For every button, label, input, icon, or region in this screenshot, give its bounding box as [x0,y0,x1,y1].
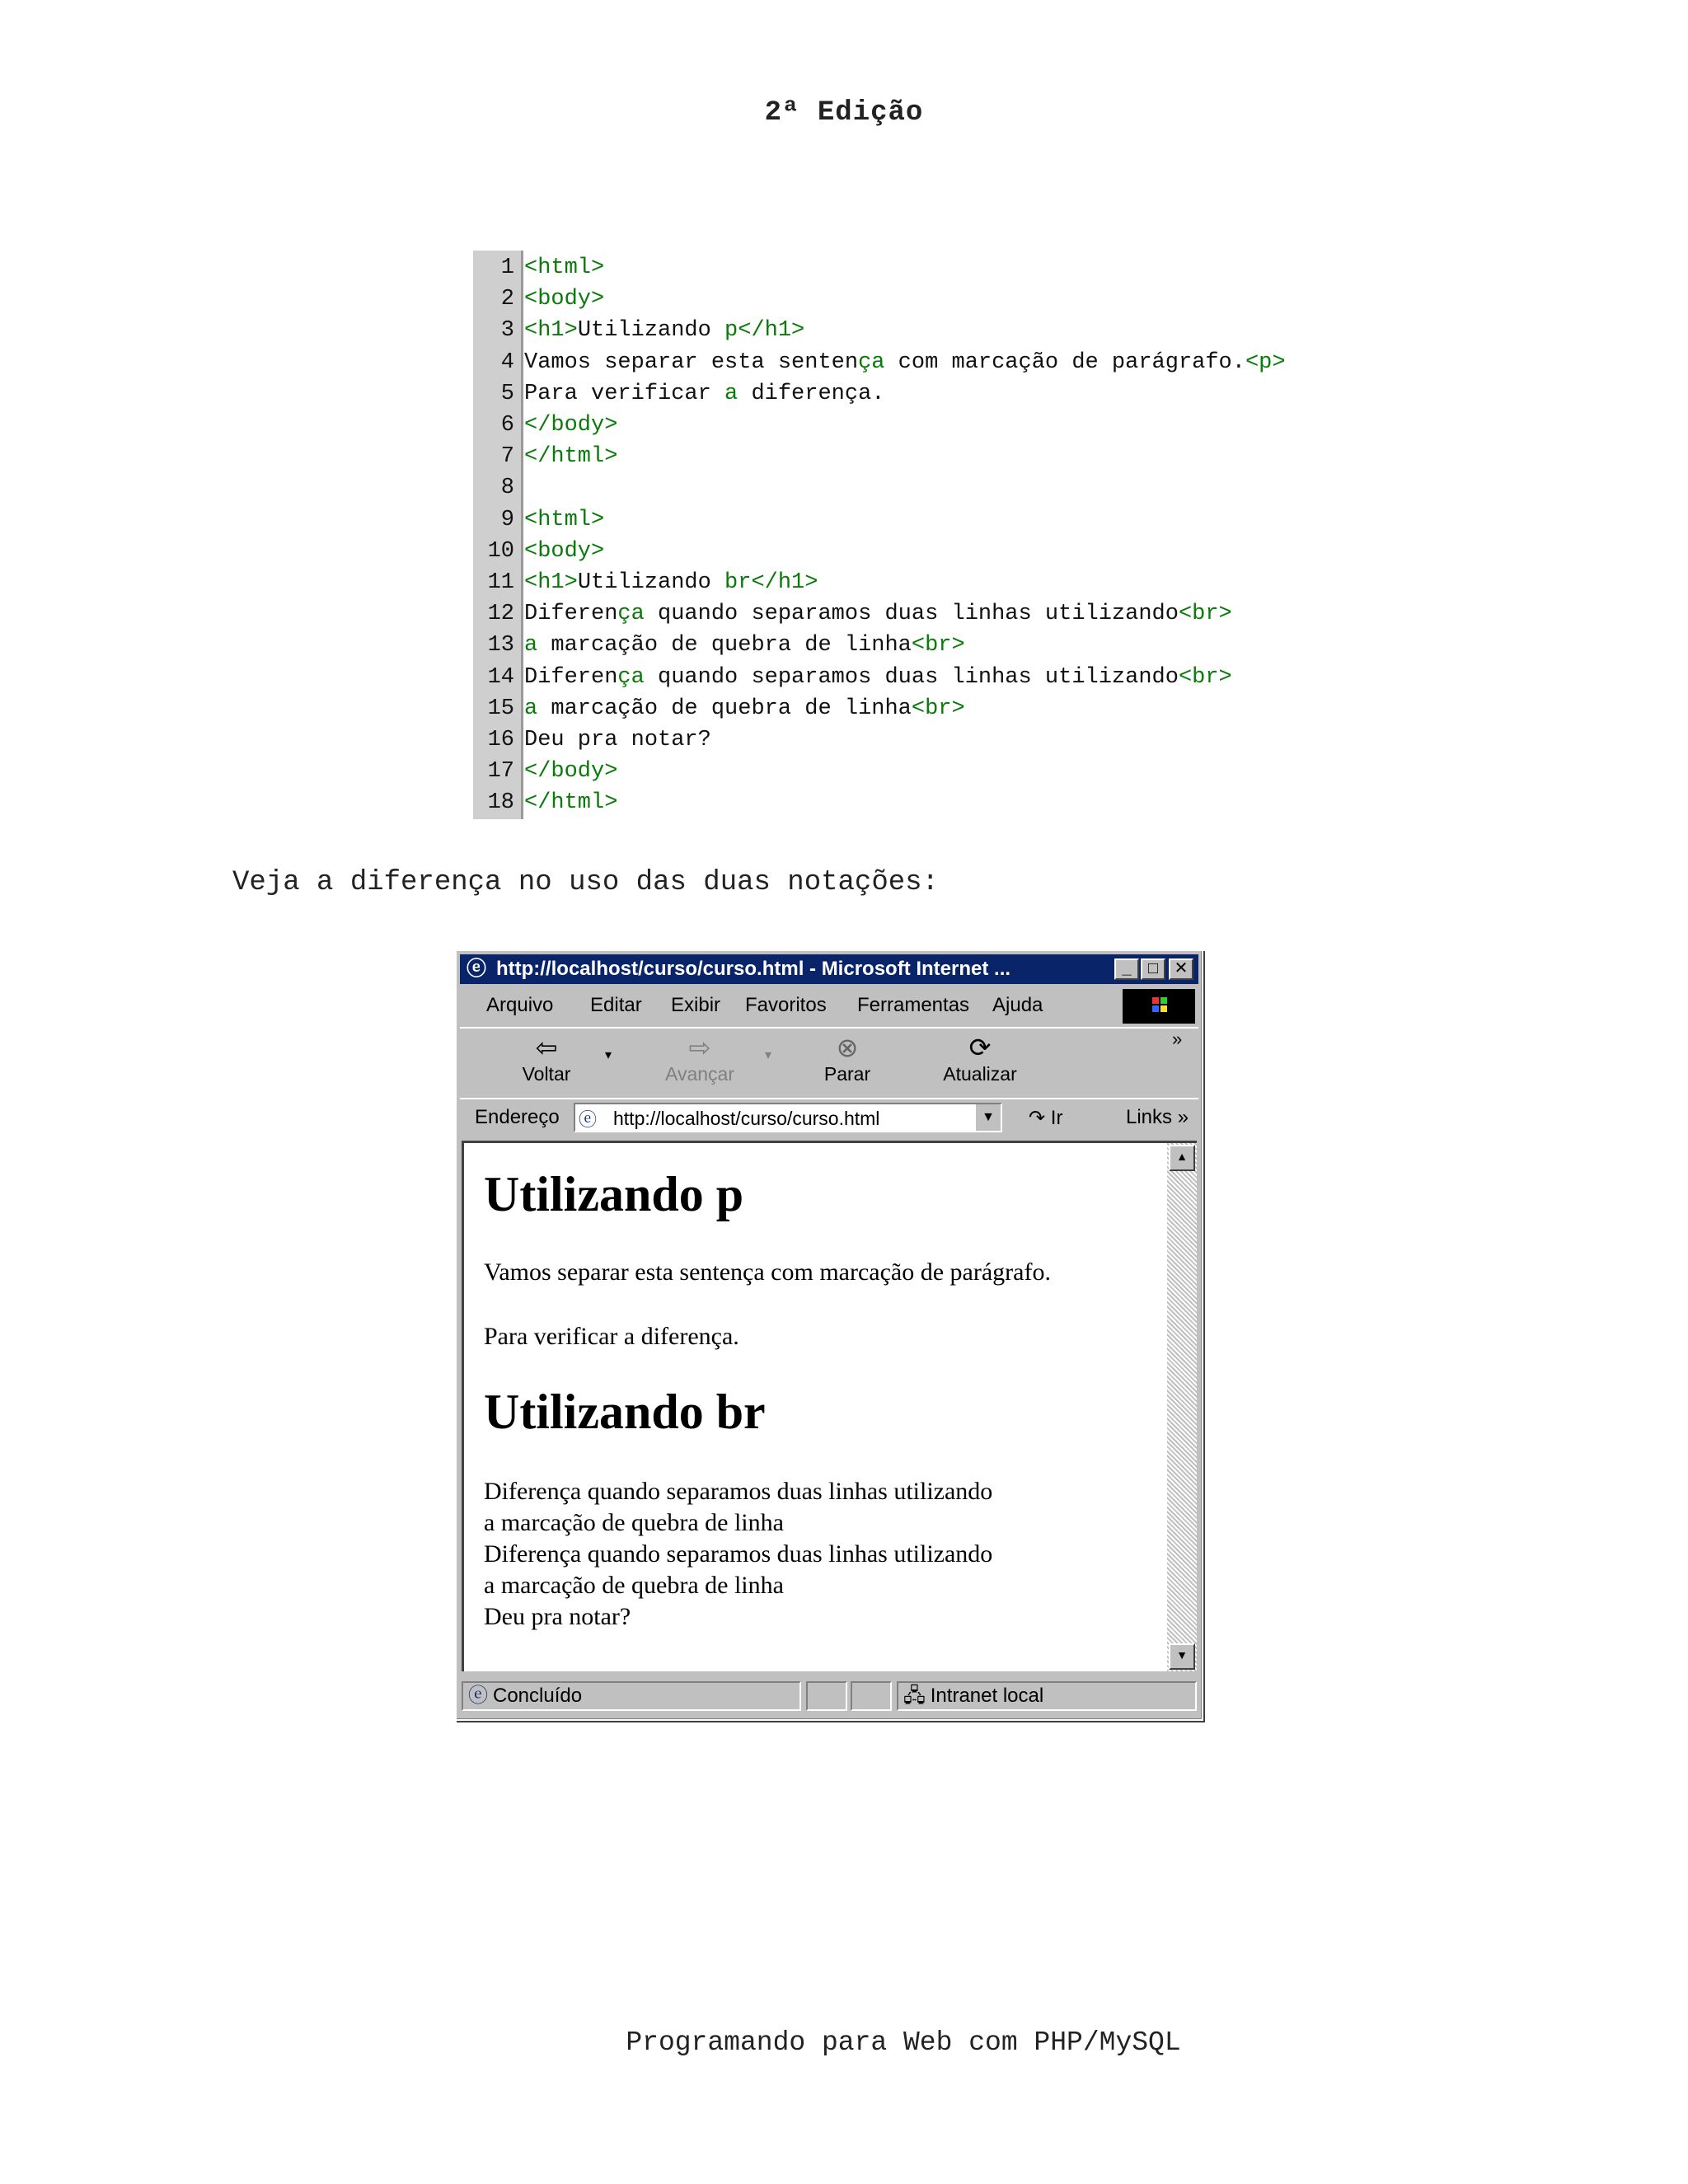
windows-logo [1123,989,1195,1024]
minimize-button[interactable]: _ [1114,958,1139,980]
line-number: 14 [487,664,514,690]
line-number: 17 [487,759,514,785]
forward-label: Avançar [665,1063,734,1085]
code-tag: <br> [1178,664,1232,690]
code-source [524,315,804,346]
code-line [473,472,1388,504]
status-ie-icon: ⓔ [468,1685,488,1707]
line-number: 5 [500,381,514,406]
code-line [473,567,1388,598]
windows-flag-icon [1123,989,1195,1024]
code-line [473,441,1388,472]
stop-icon: ⊗ [836,1033,859,1062]
code-source [524,630,965,661]
line-number: 13 [487,633,514,658]
toolbar-chevron-icon[interactable]: » [1172,1029,1183,1049]
address-bar [460,1098,1198,1136]
page-viewport[interactable] [462,1141,1197,1671]
status-text: Concluído [493,1685,583,1707]
page-footer: Programando para Web com PHP/MySQL [626,2027,1181,2058]
code-line [473,284,1388,315]
code-tag: <h1> [524,318,578,344]
code-source [524,441,617,472]
scroll-down-icon[interactable]: ▼ [1169,1643,1195,1670]
network-icon: 🖧 [903,1685,926,1707]
br-line: a marcação de quebra de linha [484,1572,784,1599]
address-input[interactable] [574,1103,1002,1132]
stop-label: Parar [823,1063,871,1085]
close-button[interactable]: ✕ [1169,958,1193,980]
paragraph-2: Para verificar a diferença. [484,1323,739,1350]
code-source [524,693,965,724]
code-source [524,504,604,536]
code-tag: </body> [524,413,618,438]
back-label: Voltar [522,1063,571,1085]
refresh-button[interactable] [926,1032,1034,1085]
go-button[interactable]: ↷ Ir [1029,1107,1063,1129]
code-text: quando separamos duas linhas utilizando [644,602,1179,627]
browser-window [455,949,1203,1721]
code-tag: a [524,633,538,658]
code-line [473,662,1388,693]
menu-ajuda[interactable]: Ajuda [992,994,1043,1016]
code-line [473,756,1388,787]
address-value: http://localhost/curso/curso.html [613,1108,880,1129]
code-text: marcação de quebra de linha [537,633,912,658]
window-title: http://localhost/curso/curso.html - Microsoft Internet ... [496,958,1011,980]
address-dropdown-icon[interactable]: ▼ [974,1104,1001,1131]
line-number: 3 [500,318,514,344]
code-text: Diferen [524,602,618,627]
code-source [524,567,818,598]
code-text: Utilizando [577,570,725,595]
code-tag: a [524,696,538,721]
line-number: 15 [487,696,514,721]
menu-bar [460,987,1198,1022]
code-tag: <html> [524,255,605,280]
menu-favoritos[interactable]: Favoritos [745,994,827,1016]
br-line: Deu pra notar? [484,1603,631,1630]
status-text-cell [462,1681,801,1711]
line-number: 1 [500,255,514,280]
code-tag: </html> [524,444,618,470]
code-source [524,756,617,787]
line-number: 9 [500,507,514,532]
status-pane [806,1681,847,1711]
code-tag: <br> [911,633,965,658]
line-number: 4 [500,349,514,375]
code-line [473,787,1388,818]
code-text: Diferen [524,664,618,690]
line-number: 2 [500,287,514,312]
menu-exibir[interactable]: Exibir [671,994,721,1016]
page-heading-p: Utilizando p [484,1167,744,1221]
code-tag: ça [617,664,645,690]
code-tag: <body> [524,287,605,312]
page-icon: ⓔ [579,1109,598,1130]
code-tag: ça [617,602,645,627]
code-source [524,252,604,284]
code-line [473,252,1388,284]
zone-text: Intranet local [930,1685,1044,1707]
forward-button[interactable] [646,1032,753,1085]
menu-arquivo[interactable]: Arquivo [486,994,554,1016]
code-tag: <p> [1245,349,1286,375]
code-line [473,410,1388,441]
code-text: marcação de quebra de linha [537,696,912,721]
links-label: Links [1126,1106,1173,1128]
page-header: 2ª Edição [764,97,924,129]
forward-arrow-icon: ⇨ [688,1033,711,1062]
ie-icon: ⓔ [467,958,486,980]
code-source [524,536,604,567]
code-text: diferença. [738,381,885,406]
code-source [524,662,1232,693]
code-tag: br [724,570,752,595]
line-number: 18 [487,790,514,816]
links-button[interactable]: Links » [1126,1106,1189,1128]
line-number: 8 [500,476,514,501]
code-tag: <br> [911,696,965,721]
code-tag: ça [858,349,885,375]
br-line: Diferença quando separamos duas linhas utilizando [484,1478,993,1505]
code-tag: p [724,318,738,344]
code-tag: <br> [1178,602,1232,627]
code-text: com marcação de parágrafo. [884,349,1245,375]
code-line [473,315,1388,346]
paragraph-1: Vamos separar esta sentença com marcação de parágrafo. [484,1258,1051,1286]
code-line [473,693,1388,724]
code-line [473,724,1388,756]
status-pane [851,1681,892,1711]
line-number: 16 [487,728,514,752]
code-source [524,410,617,441]
code-tag: </body> [524,759,618,785]
menu-editar[interactable]: Editar [590,994,642,1016]
line-number: 10 [487,538,514,564]
title-bar[interactable] [460,954,1198,984]
code-tag: <body> [524,538,605,564]
forward-dropdown-icon[interactable]: ▾ [765,1048,772,1062]
code-source [524,787,617,818]
code-tag: <html> [524,507,605,532]
code-text: quando separamos duas linhas utilizando [644,664,1179,690]
zone-cell [897,1681,1197,1711]
caption: Veja a diferença no uso das duas notações: [232,867,939,898]
maximize-button[interactable]: □ [1141,958,1165,980]
line-number: 12 [487,602,514,627]
code-tag: </h1> [751,570,818,595]
code-line [473,536,1388,567]
code-tag: a [724,381,738,406]
line-number: 11 [487,570,514,595]
refresh-icon: ⟳ [968,1033,992,1062]
go-label: Ir [1050,1107,1063,1129]
code-text: Vamos separar esta senten [524,349,859,375]
code-tag: </h1> [738,318,805,344]
code-text: Deu pra notar? [524,728,711,752]
vertical-scrollbar[interactable] [1167,1143,1197,1671]
code-line [473,630,1388,661]
code-line [473,378,1388,410]
line-number: 7 [500,444,514,470]
code-listing [473,251,1388,819]
code-source [524,378,884,410]
address-label: Endereço [475,1106,560,1128]
code-line [473,347,1388,378]
menu-ferramentas[interactable]: Ferramentas [857,994,970,1016]
code-text: Utilizando [577,318,725,344]
br-line: a marcação de quebra de linha [484,1509,784,1536]
code-source [524,284,604,315]
code-source [524,598,1232,630]
back-dropdown-icon[interactable]: ▾ [605,1048,612,1062]
stop-button[interactable] [806,1032,889,1085]
refresh-label: Atualizar [943,1063,1017,1085]
code-tag: </html> [524,790,618,816]
code-line [473,598,1388,630]
code-text: Para verificar [524,381,725,406]
code-source [524,347,1286,378]
line-number: 6 [500,413,514,438]
standard-toolbar [460,1027,1198,1094]
code-source [524,724,711,756]
page-heading-br: Utilizando br [484,1385,766,1439]
br-line: Diferença quando separamos duas linhas utilizando [484,1540,993,1568]
back-arrow-icon: ⇦ [535,1033,558,1062]
code-tag: <h1> [524,570,578,595]
back-button[interactable] [501,1032,592,1085]
scroll-up-icon[interactable]: ▲ [1169,1145,1195,1171]
status-bar [460,1678,1198,1714]
code-line [473,504,1388,536]
